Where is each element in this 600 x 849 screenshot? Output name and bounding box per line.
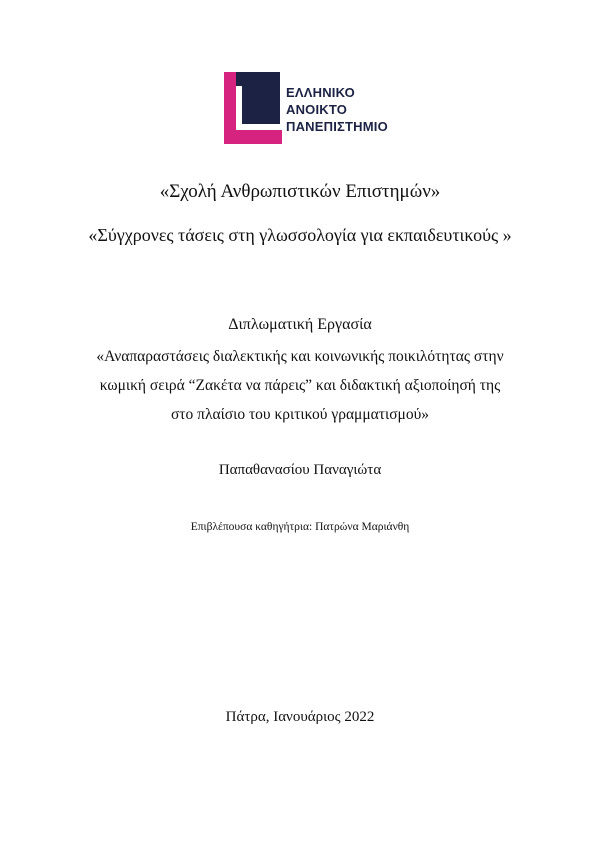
university-name-line-2: ΑΝΟΙΚΤΟ xyxy=(286,102,348,117)
university-name-line-1: ΕΛΛΗΝΙΚΟ xyxy=(286,85,355,100)
document-type: Διπλωματική Εργασία xyxy=(228,316,372,333)
university-name xyxy=(286,84,388,135)
school-name: «Σχολή Ανθρωπιστικών Επιστημών» xyxy=(159,181,441,202)
place-and-date: Πάτρα, Ιανουάριος 2022 xyxy=(225,709,375,725)
supervisor: Επιβλέπουσα καθηγήτρια: Πατρώνα Μαριάνθη xyxy=(190,521,410,533)
university-logo-mark xyxy=(224,72,284,144)
author-name: Παπαθανασίου Παναγιώτα xyxy=(218,462,382,478)
thesis-title-line-3: στο πλαίσιο του κριτικού γραμματισμού» xyxy=(170,406,430,423)
university-logo xyxy=(224,72,424,144)
program-name: «Σύγχρονες τάσεις στη γλωσσολογία για εκπαιδευτικούς » xyxy=(88,225,512,245)
thesis-title-line-1: «Αναπαραστάσεις διαλεκτικής και κοινωνικής ποικιλότητας στην xyxy=(96,348,504,365)
thesis-title-line-2: κωμική σειρά “Ζακέτα να πάρεις” και διδακτική αξιοποίησή της xyxy=(99,377,501,394)
university-name-line-3: ΠΑΝΕΠΙΣΤΗΜΙΟ xyxy=(286,119,388,134)
